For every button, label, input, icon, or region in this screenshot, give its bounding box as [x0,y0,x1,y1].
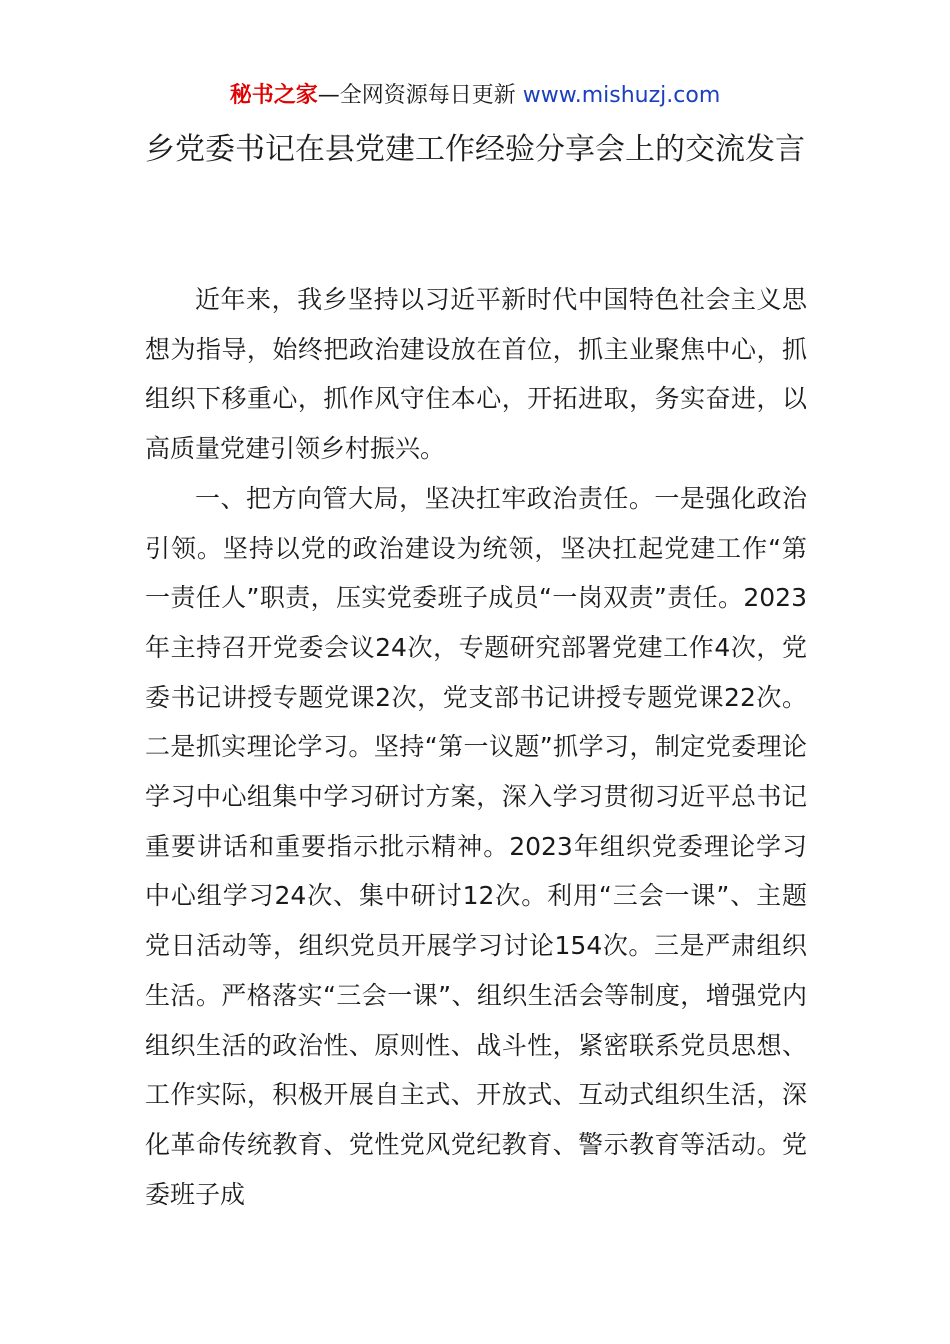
brand-name: 秘书之家 [229,83,318,108]
document-body [145,275,807,1219]
site-header [0,80,950,112]
header-tagline: —全网资源每日更新 [317,83,523,108]
document-title: 乡党委书记在县党建工作经验分享会上的交流发言 [145,132,805,167]
site-url-link[interactable]: www.mishuzj.com [522,83,721,108]
body-paragraph: 近年来，我乡坚持以习近平新时代中国特色社会主义思想为指导，始终把政治建设放在首位，抓主业聚焦中心，抓组织下移重心，抓作风守住本心，开拓进取，务实奋进，以高质量党建引领乡村振兴。 [145,285,807,464]
body-paragraph: 一、把方向管大局，坚决扛牢政治责任。一是强化政治引领。坚持以党的政治建设为统领，坚决扛起党建工作“第一责任人”职责，压实党委班子成员“一岗双责”责任。2023年主持召开党委会议24次，专题研究部署党建工作4次，党委书记讲授专题党课2次，党支部书记讲授专题党课22次。二是抓实理论学习。坚持“第一议题”抓学习，制定党委理论学习中心组集中学习研讨方案，深入学习贯彻习近平总书记重要讲话和重要指示批示精神。2023年组织党委理论学习中心组学习24次、集中研讨12次。利用“三会一课”、主题党日活动等，组织党员开展学习讨论154次。三是严肃组织生活。严格落实“三会一课”、组织生活会等制度，增强党内组织生活的政治性、原则性、战斗性，紧密联系党员思想、工作实际，积极开展自主式、开放式、互动式组织生活，深化革命传统教育、党性党风党纪教育、警示教育等活动。党委班子成 [145,483,807,1209]
